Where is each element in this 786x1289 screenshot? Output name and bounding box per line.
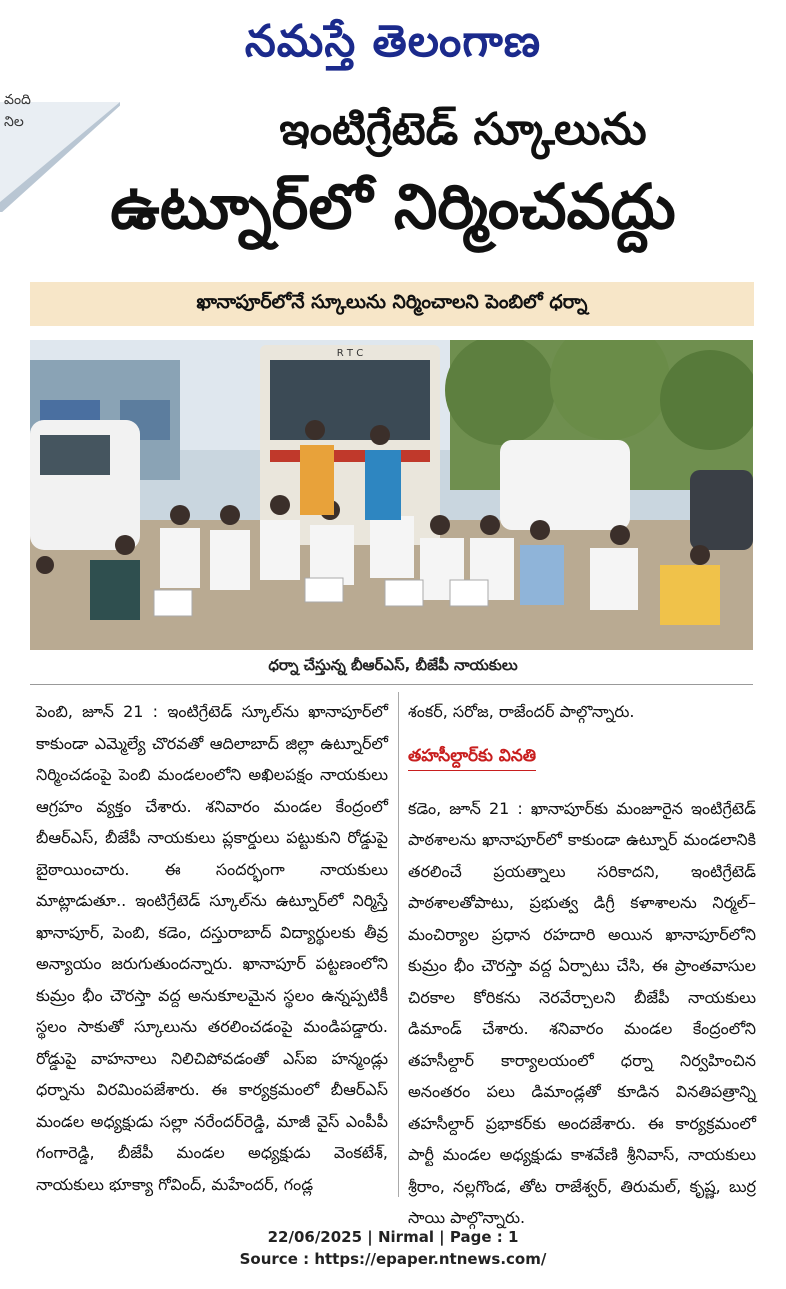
clip-text-line1: వంది: [4, 92, 31, 108]
clip-text-line2: నిల: [4, 114, 24, 130]
caption-rule: [30, 684, 753, 685]
newspaper-logo: నమస్తే తెలంగాణ: [244, 16, 542, 67]
footer-source: Source : https://epaper.ntnews.com/: [239, 1250, 547, 1268]
article-right-intro: శంకర్, సరోజ, రాజేందర్ పాల్గొన్నారు.: [408, 702, 635, 721]
masthead: [0, 0, 786, 86]
protest-photo-illustration: [30, 340, 753, 650]
headline-line1: ఇంటిగ్రేటెడ్ స్కూలును: [279, 104, 647, 155]
side-heading: తహసీల్దార్‌కు వినతి: [408, 742, 536, 771]
footer-date-edition: 22/06/2025 | Nirmal | Page : 1: [267, 1228, 519, 1246]
article-column-left: [36, 696, 388, 1200]
subheadline: ఖానాపూర్‌లోనే స్కూలును నిర్మించాలని పెంబిలో ధర్నా: [30, 282, 754, 326]
news-photo: [30, 340, 753, 650]
article-left-text: పెంబి, జూన్ 21 : ఇంటిగ్రేటెడ్ స్కూల్‌ను ఖానాపూర్‌లో కాకుండా ఎమ్మెల్యే చొరవతో ఆదిలాబాద్ జిల్లా ఉట్నూర్‌లో నిర్మించడంపై పెంబి మండలంలోని అఖిలపక్షం నాయకులు ఆగ్రహం వ్యక్తం చేశారు. శనివారం మండల కేంద్రంలో బీఆర్‌ఎస్, బీజేపీ నాయకులు ప్లకార్డులు పట్టుకుని రోడ్డుపై బైఠాయించారు. ఈ సందర్భంగా నాయకులు మాట్లాడుతూ.. ఇంటిగ్రేటెడ్ స్కూల్‌ను ఉట్నూర్‌లో నిర్మిస్తే ఖానాపూర్, పెంబి, కడెం, దస్తురాబాద్ విద్యార్థులకు తీవ్ర అన్యాయం జరుగుతుందన్నారు. ఖానాపూర్ పట్టణంలోని కుమ్రం భీం చౌరస్తా వద్ద అనుకూలమైన స్థలం ఉన్నప్పటికీ స్థలం సాకుతో స్కూలును తరలించడంపై మండిపడ్డారు. రోడ్డుపై వాహనాలు నిలిచిపోవడంతో ఎస్ఐ హన్మండ్లు ధర్నాను విరమింపజేశారు. ఈ కార్యక్రమంలో బీఆర్‌ఎస్ మండల అధ్యక్షుడు సల్లా నరేందర్‌రెడ్డి, మాజీ వైస్ ఎంపీపీ గంగారెడ్డి, బీజేపీ మండల అధ్యక్షుడు వెంకటేశ్, నాయకులు భూక్యా గోవింద్, మహేందర్, గండ్ల: [36, 702, 388, 1194]
article-right-text: కడెం, జూన్ 21 : ఖానాపూర్‌కు మంజూరైన ఇంటిగ్రేటెడ్ పాఠశాలను ఖానాపూర్‌లో కాకుండా ఉట్నూర్ మండలానికి తరలించే ప్రయత్నాలు సరికాదని, ఇంటిగ్రేటెడ్ పాఠశాలతోపాటు, ప్రభుత్వ డిగ్రీ కళాశాలను నిర్మల్–మంచిర్యాల ప్రధాన రహదారి అయిన ఖానాపూర్‌లోని కుమ్రం భీం చౌరస్తా వద్ద ఏర్పాటు చేసి, ఈ ప్రాంతవాసుల చిరకాల కోరికను నెరవేర్చాలని బీజేపీ నాయకులు డిమాండ్ చేశారు. శనివారం మండల కేంద్రంలోని తహసీల్దార్ కార్యాలయంలో ధర్నా నిర్వహించిన అనంతరం పలు డిమాండ్లతో కూడిన వినతిపత్రాన్ని తహసీల్దార్ ప్రభాకర్‌కు అందజేశారు. ఈ కార్యక్రమంలో పార్టీ మండల అధ్యక్షుడు కాశవేణి శ్రీనివాస్, నాయకులు శ్రీరాం, నల్లగొండ, తోట రాజేశ్వర్, తిరుమల్, కృష్ణ, బుర్ర సాయి పాల్గొన్నారు.: [408, 798, 756, 1227]
headline-line2: ఉట్నూర్‌లో నిర్మించవద్దు: [110, 170, 676, 243]
page-footer: [0, 1226, 786, 1270]
column-divider: [398, 692, 399, 1197]
article-column-right: [408, 696, 756, 1234]
photo-caption: ధర్నా చేస్తున్న బీఆర్‌ఎస్, బీజేపీ నాయకులు: [268, 656, 518, 674]
bus-label: R T C: [336, 348, 364, 359]
